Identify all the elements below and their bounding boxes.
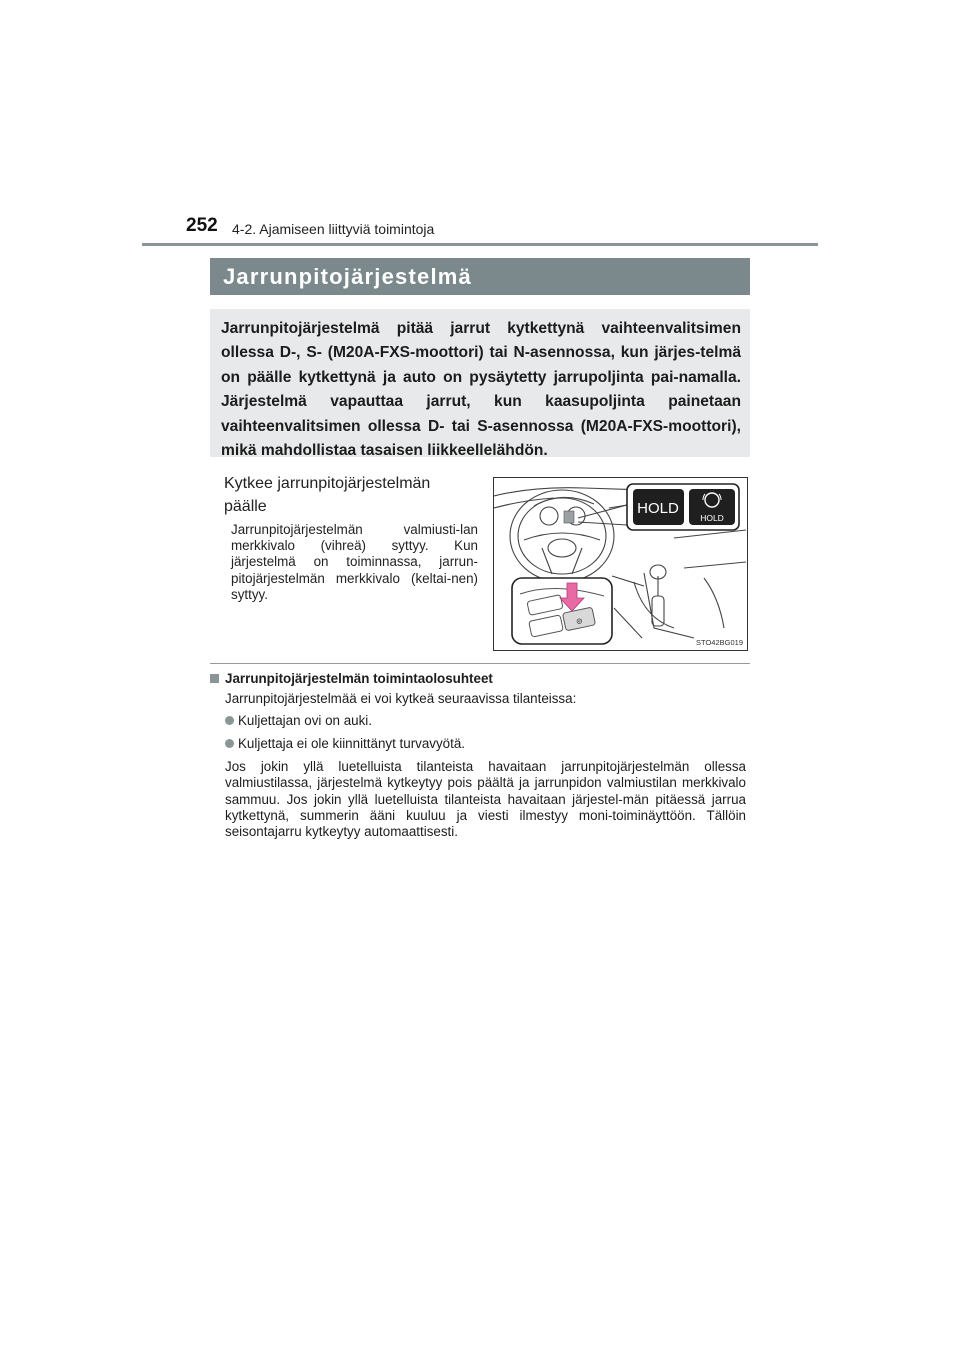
illustration bbox=[493, 477, 748, 651]
feature-title: Kytkee jarrunpitojärjestelmän päälle bbox=[224, 475, 431, 515]
intro-box: Jarrunpitojärjestelmä pitää jarrut kytkettynä vaihteenvalitsimen ollessa D-, S- (M20A-FXS-moottori) tai N-asennossa, kun järjes-telmä on päälle kytkettynä ja auto on pysäytetty jarrupoljinta pai-namalla. Järjestelmä vapauttaa jarrut, kun kaasupoljinta painetaan vaihteenvalitsimen ollessa D- tai S-asennossa (M20A-FXS-moottori), mikä mahdollistaa tasaisen liikkeellelähdön. bbox=[210, 309, 750, 457]
list-item-text: Kuljettaja ei ole kiinnittänyt turvavyötä. bbox=[238, 736, 466, 752]
hold-indicator-text: HOLD bbox=[637, 500, 679, 517]
section-title: Jarrunpitojärjestelmä bbox=[210, 258, 750, 295]
feature-description: Jarrunpitojärjestelmän valmiusti-lan merkkivalo (vihreä) syttyy. Kun järjestelmä on toiminnassa, jarrun-pitojärjestelmän merkkivalo (keltai-nen) syttyy. bbox=[231, 522, 478, 602]
header-divider bbox=[142, 243, 818, 246]
conditions-section bbox=[210, 670, 746, 840]
conditions-heading bbox=[210, 670, 746, 688]
list-item bbox=[210, 712, 746, 730]
circle-bullet-icon bbox=[225, 716, 234, 725]
list-item-text: Kuljettajan ovi on auki. bbox=[238, 713, 372, 729]
section-divider bbox=[210, 663, 750, 664]
conditions-lead: Jarrunpitojärjestelmää ei voi kytkeä seuraavissa tilanteissa: bbox=[225, 691, 577, 706]
square-bullet-icon bbox=[210, 674, 219, 683]
circle-bullet-icon bbox=[225, 739, 234, 748]
dashboard-illustration bbox=[494, 478, 747, 650]
hold-icon-label: HOLD bbox=[700, 513, 724, 523]
section-reference: 4-2. Ajamiseen liittyviä toimintoja bbox=[232, 221, 435, 237]
svg-text:⊜: ⊜ bbox=[573, 616, 586, 627]
page-number: 252 bbox=[186, 215, 218, 236]
conditions-heading-text: Jarrunpitojärjestelmän toimintaolosuhteet bbox=[225, 671, 493, 686]
list-item bbox=[210, 735, 746, 753]
illustration-code: STO42BG019 bbox=[696, 638, 743, 647]
conditions-body: Jos jokin yllä luetelluista tilanteista havaitaan jarrunpitojärjestelmän ollessa valmiustilassa, järjestelmä kytkeytyy pois päältä ja jarrunpidon valmiustilan merkkivalo sammuu. Jos jokin yllä luetelluista tilanteista havaitaan järjestel-män pitäessä jarrua kytkettynä, summerin ääni kuuluu ja viesti ilmestyy moni-toiminäyttöön. Tällöin seisontajarru kytkeytyy automaattisesti. bbox=[225, 759, 746, 840]
